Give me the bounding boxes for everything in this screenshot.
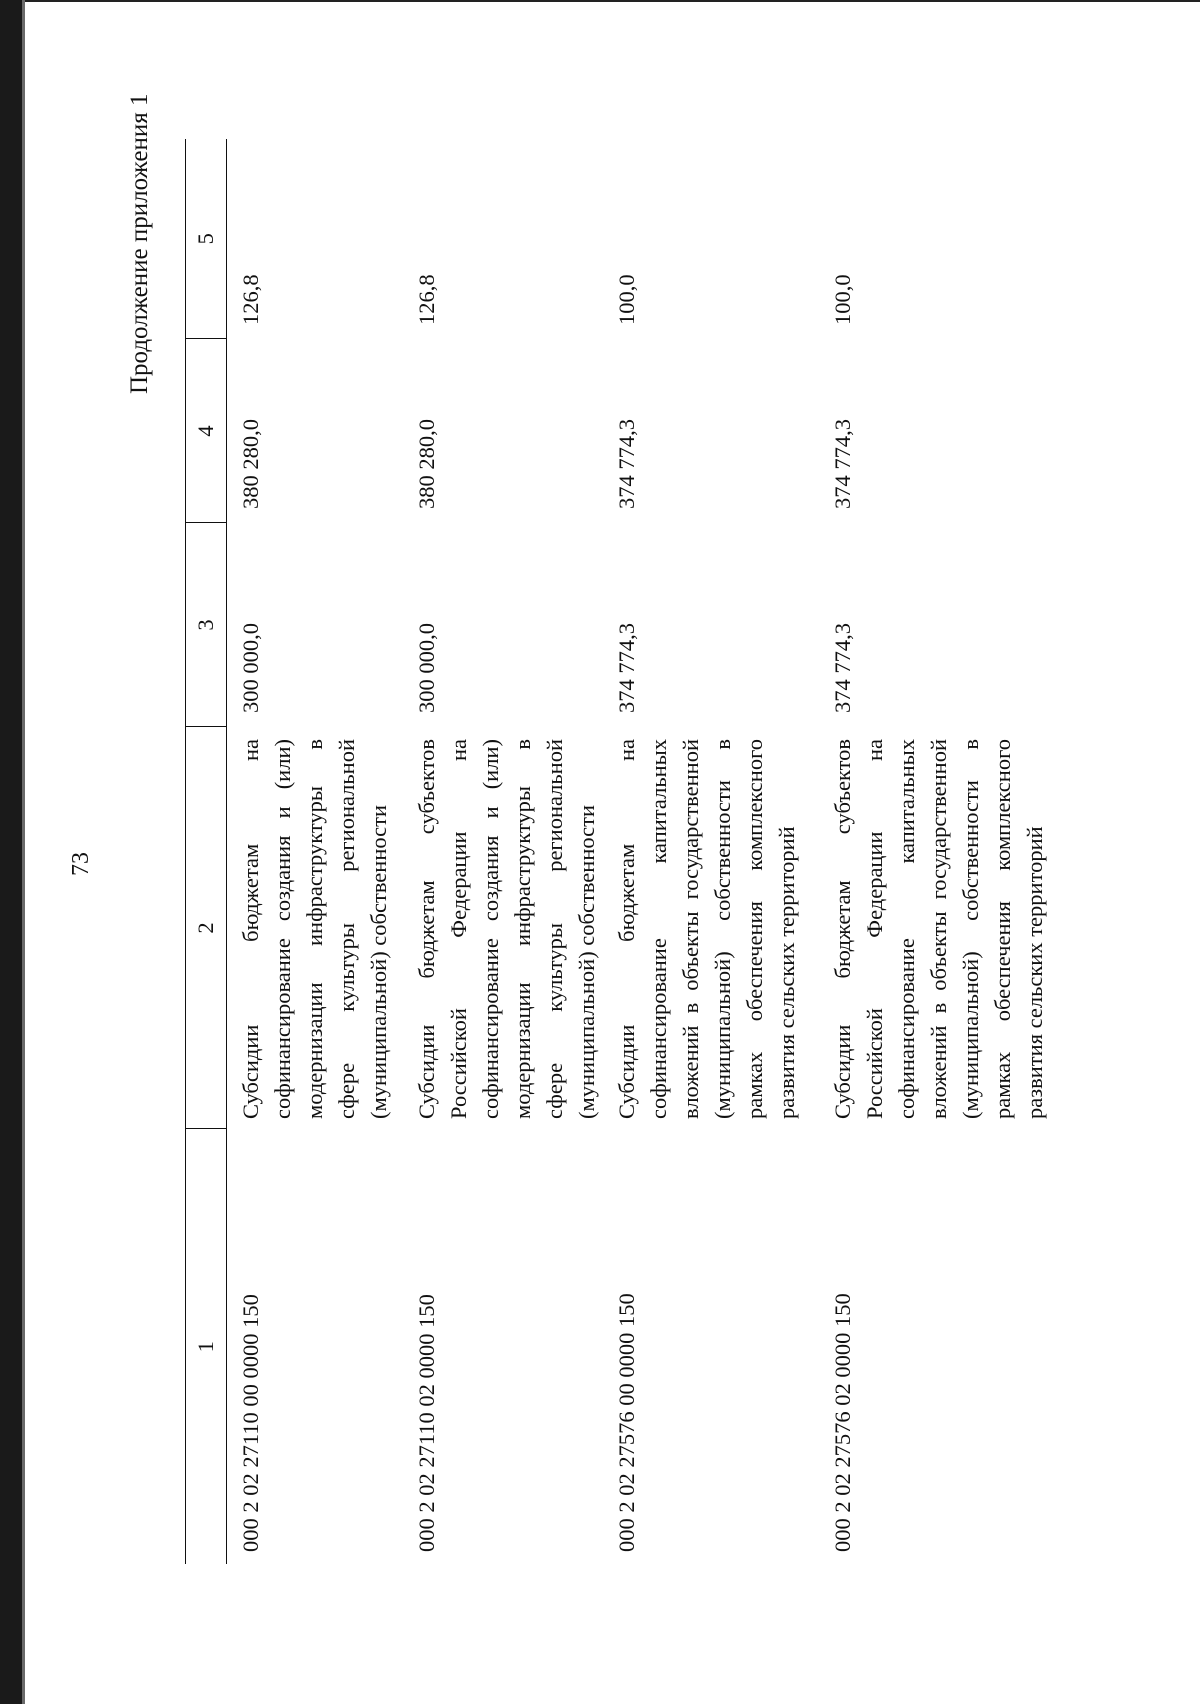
budget-code: 000 2 02 27576 02 0000 150 xyxy=(830,1293,855,1552)
column-header-1: 1 xyxy=(186,1129,227,1564)
appendix-continuation-note: Продолжение приложения 1 xyxy=(126,93,153,394)
percent-value: 100,0 xyxy=(830,274,855,325)
row-description: Субсидии бюджетам на софинансирование создания и (или) модернизации инфраструктуры в сфере культуры региональной (муниципальной) собственности xyxy=(238,739,391,1119)
fact-amount: 380 280,0 xyxy=(238,419,263,509)
plan-amount: 300 000,0 xyxy=(238,623,263,713)
column-header-3: 3 xyxy=(186,523,227,727)
budget-code: 000 2 02 27110 02 0000 150 xyxy=(414,1294,439,1552)
fact-amount: 374 774,3 xyxy=(614,419,639,509)
table-row xyxy=(403,139,603,1564)
percent-value: 126,8 xyxy=(414,274,439,325)
column-header-5: 5 xyxy=(186,139,227,339)
plan-amount: 300 000,0 xyxy=(414,623,439,713)
table-row xyxy=(227,139,404,1564)
percent-value: 126,8 xyxy=(238,274,263,325)
page-number: 73 xyxy=(68,852,94,876)
budget-table xyxy=(185,139,1051,1564)
table-row xyxy=(603,139,819,1564)
column-header-2: 2 xyxy=(186,727,227,1129)
table-header-row xyxy=(186,139,227,1564)
budget-code: 000 2 02 27576 00 0000 150 xyxy=(614,1293,639,1552)
row-description: Субсидии бюджетам субъектов Российской Федерации на софинансирование капитальных вложений в объекты государственной (муниципальной) собственности в рамках обеспечения комплексного развития сельских территорий xyxy=(830,739,1047,1119)
row-description: Субсидии бюджетам на софинансирование капитальных вложений в объекты государственной (муниципальной) собственности в рамках обеспечения комплексного развития сельских территорий xyxy=(614,739,799,1119)
row-description: Субсидии бюджетам субъектов Российской Федерации на софинансирование создания и (или) модернизации инфраструктуры в сфере культуры региональной (муниципальной) собственности xyxy=(414,739,599,1119)
table-row xyxy=(819,139,1051,1564)
column-header-4: 4 xyxy=(186,339,227,523)
percent-value: 100,0 xyxy=(614,274,639,325)
plan-amount: 374 774,3 xyxy=(614,623,639,713)
fact-amount: 374 774,3 xyxy=(830,419,855,509)
budget-code: 000 2 02 27110 00 0000 150 xyxy=(238,1294,263,1552)
plan-amount: 374 774,3 xyxy=(830,623,855,713)
fact-amount: 380 280,0 xyxy=(414,419,439,509)
